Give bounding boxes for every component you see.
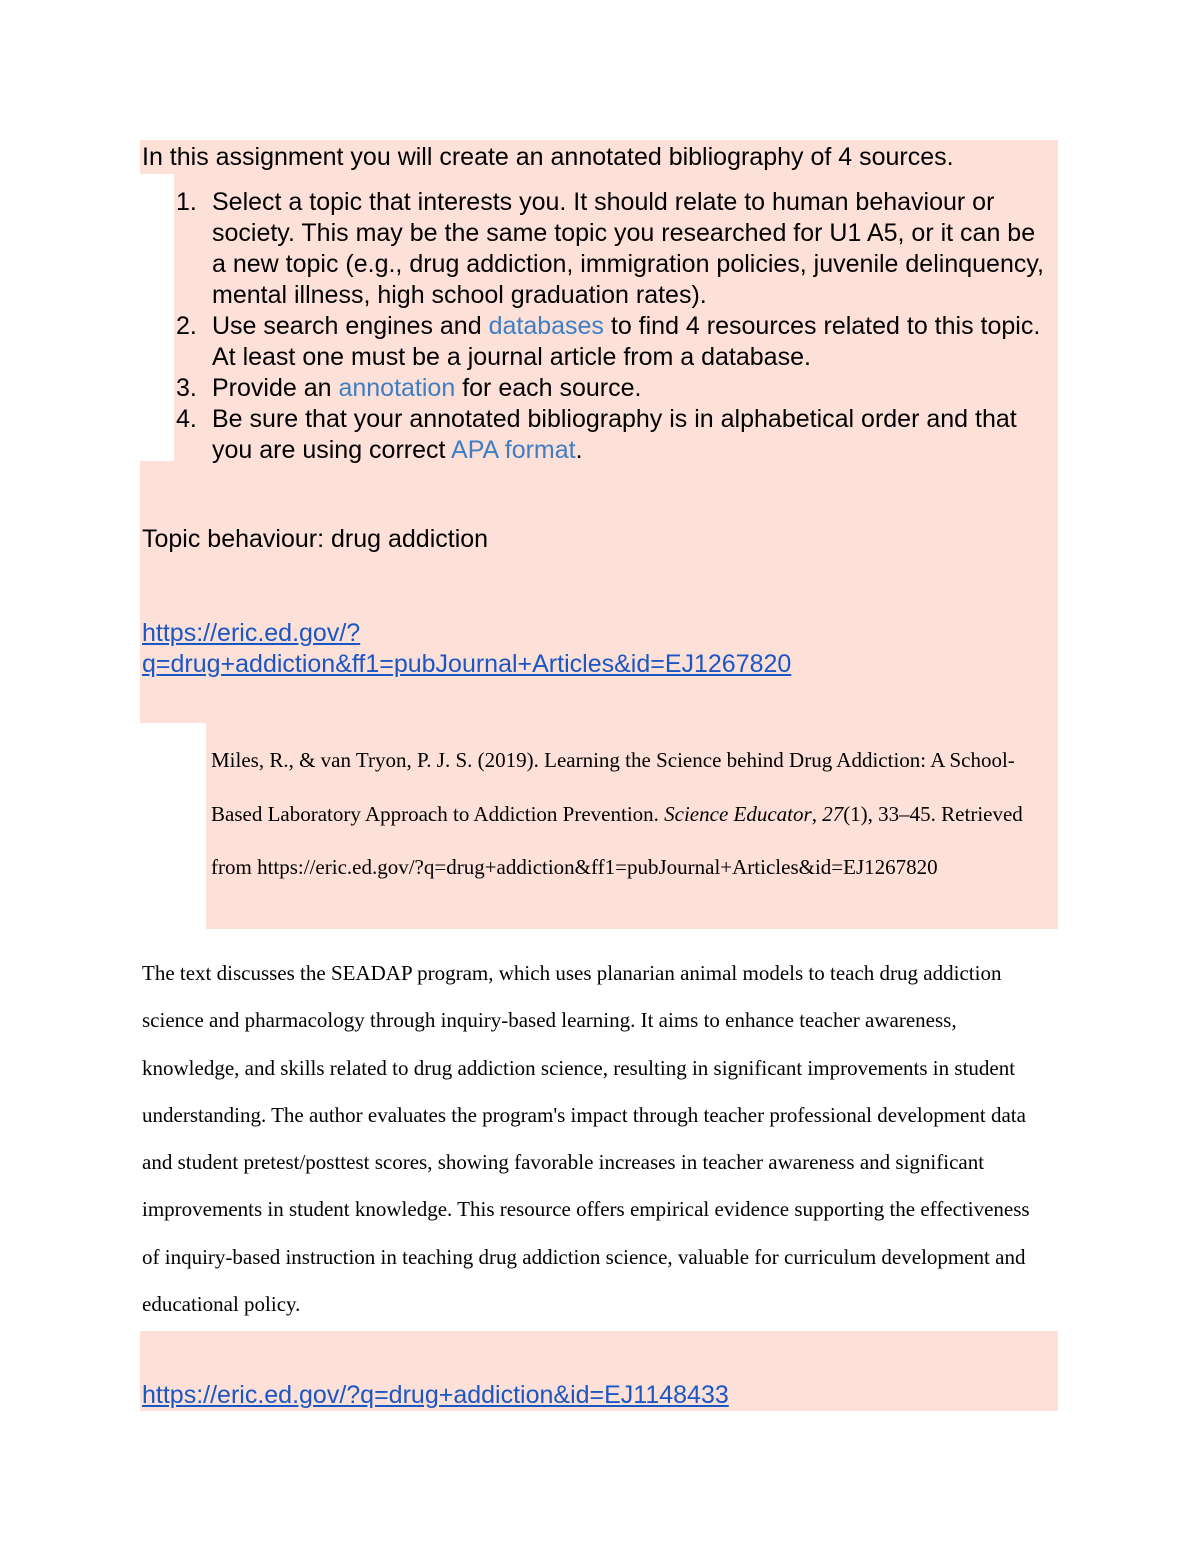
source-2-url-link[interactable]: https://eric.ed.gov/?q=drug+addiction&id=EJ1148433	[142, 1381, 729, 1409]
citation-comma: ,	[811, 801, 823, 826]
list-number: 4.	[176, 405, 197, 433]
list-text: .	[575, 436, 583, 464]
journal-volume: 27	[822, 801, 844, 826]
list-text: Use search engines and	[212, 312, 489, 340]
topic-heading: Topic behaviour: drug addiction	[142, 525, 489, 553]
annotation-link[interactable]: annotation	[338, 374, 456, 402]
source-1-url-line-2[interactable]: q=drug+addiction&ff1=pubJournal+Articles&id=EJ1267820	[142, 650, 792, 678]
citation-text-end: (1), 33–45. Retrieved from https://eric.ed.gov/?q=drug+addiction&ff1=pubJournal+Articles&id=EJ1267820	[211, 801, 1023, 879]
journal-title: Science Educator	[664, 801, 812, 826]
list-item	[142, 373, 1054, 404]
list-number: 3.	[176, 374, 197, 402]
intro-text: In this assignment you will create an annotated bibliography of 4 sources.	[142, 143, 954, 171]
source-1-citation	[211, 734, 1056, 895]
list-item	[142, 311, 1054, 373]
list-text: Select a topic that interests you. It should relate to human behaviour or society. This may be the same topic you researched for U1 A5, or it can be a new topic (e.g., drug addiction, immigration policies, juvenile delinquency, mental illness, high school graduation rates).	[212, 188, 1044, 309]
apa-format-link[interactable]: APA format	[451, 436, 576, 464]
list-text: Be sure that your annotated bibliography is in alphabetical order and that you are using correct	[212, 405, 1017, 464]
databases-link[interactable]: databases	[488, 312, 604, 340]
source-1-url-line-1[interactable]: https://eric.ed.gov/?	[142, 619, 361, 647]
citation-text: Miles, R., & van Tryon, P. J. S. (2019). Learning the Science behind Drug Addiction: A School-Based Laboratory Approach to Addiction Prevention.	[211, 748, 1015, 826]
list-number: 1.	[176, 188, 197, 216]
source-2-url[interactable]	[142, 1380, 729, 1411]
instructions-list	[142, 187, 1054, 466]
list-item	[142, 187, 1054, 311]
source-1-annotation: The text discusses the SEADAP program, which uses planarian animal models to teach drug addiction science and pharmacology through inquiry-based learning. It aims to enhance teacher awareness, knowledge, and skills related to drug addiction science, resulting in significant improvements in student understanding. The author evaluates the program's impact through teacher professional development data and student pretest/posttest scores, showing favorable increases in teacher awareness and significant improvements in student knowledge. This resource offers empirical evidence supporting the effectiveness of inquiry-based instruction in teaching drug addiction science, valuable for curriculum development and educational policy.	[142, 961, 1030, 1317]
source-1-url[interactable]	[142, 618, 902, 680]
list-text: Provide an	[212, 374, 339, 402]
list-item	[142, 404, 1054, 466]
list-text: to find 4 resources related to this topic. At least one must be a journal article from a database.	[212, 312, 1041, 371]
list-text: for each source.	[455, 374, 642, 402]
list-number: 2.	[176, 312, 197, 340]
